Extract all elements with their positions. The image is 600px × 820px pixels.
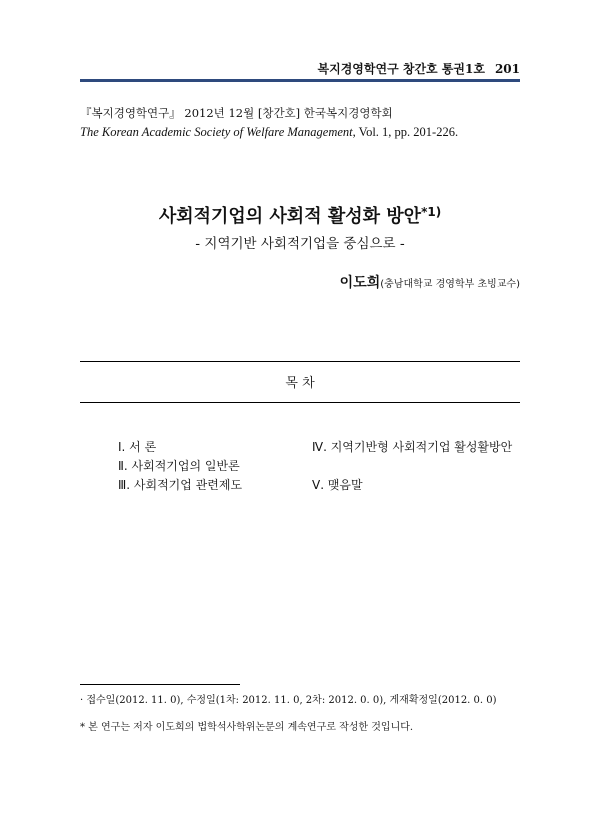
running-head-journal: 복지경영학연구 창간호 통권1호 xyxy=(317,62,485,76)
paper-title-text: 사회적기업의 사회적 활성화 방안 xyxy=(158,206,422,227)
toc-item: Ⅱ. 사회적기업의 일반론 xyxy=(118,459,240,473)
citation-block xyxy=(80,104,458,142)
header-rule xyxy=(80,79,520,82)
citation-english-rest: , Vol. 1, pp. 201-226. xyxy=(352,125,459,139)
toc-right-column xyxy=(312,438,512,495)
toc-item: Ⅲ. 사회적기업 관련제도 xyxy=(118,478,243,492)
author-name: 이도희 xyxy=(339,275,381,291)
paper-title xyxy=(80,202,520,228)
citation-english-journal: The Korean Academic Society of Welfare Management xyxy=(80,125,353,139)
citation-korean: 『복지경영학연구』 2012년 12월 [창간호] 한국복지경영학회 xyxy=(80,106,393,120)
page-number: 201 xyxy=(494,62,520,76)
toc-heading xyxy=(80,372,520,391)
footnote-note: * 본 연구는 저자 이도희의 법학석사학위논문의 계속연구로 작성한 것입니다. xyxy=(80,722,414,733)
toc-bottom-rule xyxy=(80,402,520,403)
author-affiliation: (충남대학교 경영학부 초빙교수) xyxy=(380,279,520,290)
citation-english xyxy=(80,123,458,142)
toc-heading-text: 목 차 xyxy=(285,376,315,391)
paper-subtitle: - 지역기반 사회적기업을 중심으로 - xyxy=(195,236,405,252)
footnote-dates: · 접수일(2012. 11. 0), 수정일(1차: 2012. 11. 0, 2차: 2012. 0. 0), 게재확정일(2012. 0. 0) xyxy=(80,695,497,706)
toc-top-rule xyxy=(80,361,520,362)
author-line xyxy=(80,272,520,292)
title-footnote-mark: *1) xyxy=(421,205,442,219)
toc-item: Ⅳ. 지역기반형 사회적기업 활성활방안 xyxy=(312,440,513,454)
toc-left-column xyxy=(118,438,242,495)
running-head xyxy=(80,60,520,77)
footnote-rule xyxy=(80,684,240,685)
toc-item: Ⅰ. 서 론 xyxy=(118,440,157,454)
toc-item: Ⅴ. 맺음말 xyxy=(312,478,363,492)
